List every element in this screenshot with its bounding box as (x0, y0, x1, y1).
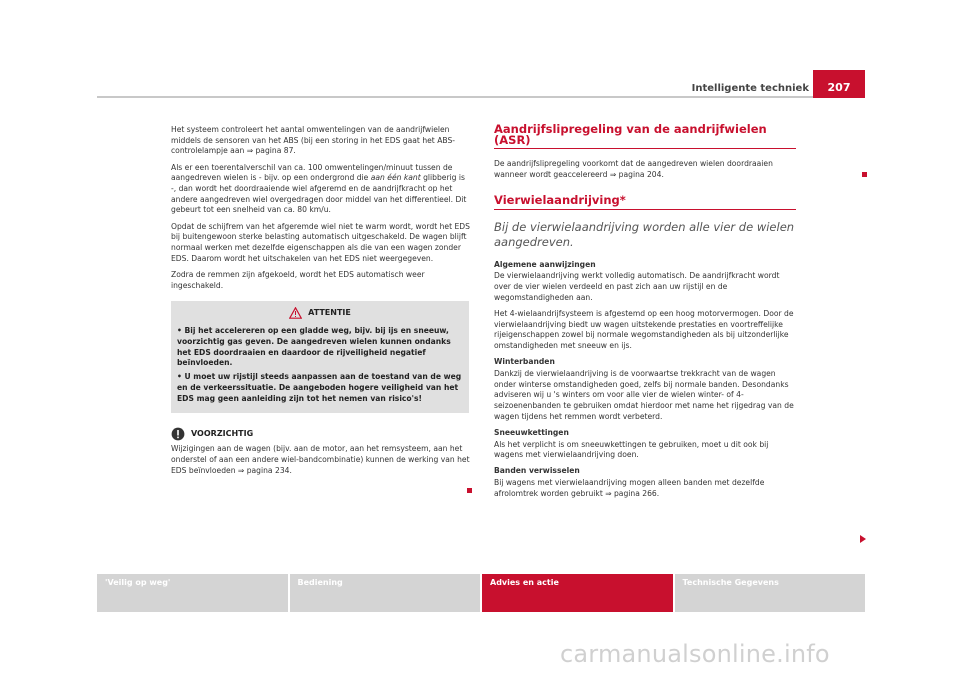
paragraph: Zodra de remmen zijn afgekoeld, wordt het EDS automatisch weer ingeschakeld. (171, 269, 425, 290)
section-title-asr: Aandrijfslipregeling van de aandrijfwielen (ASR) (494, 124, 796, 149)
caution-heading (171, 427, 470, 441)
warning-triangle-icon (289, 307, 302, 319)
paragraph: Opdat de schijfrem van het afgeremde wiel niet te warm wordt, wordt het EDS bij buitengewoon sterke belasting automatisch uitgeschakeld. De wagen blijft normaal werken met dezelfde eigenschappen als die van een wagen zonder EDS. Daarom wordt het uitschakelen van het EDS niet weergegeven. (171, 221, 470, 263)
section-end-marker (862, 172, 867, 177)
warning-item: • Bij het accelereren op een gladde weg, bijv. bij ijs en sneeuw, voorzichtig gas geven. De aangedreven wielen kunnen ondanks het EDS doordraaien en daardoor de rijveiligheid negatief beïnvloeden. (177, 326, 451, 368)
warning-heading (177, 307, 463, 319)
left-column (171, 125, 470, 482)
caution-text: Wijzigingen aan de wagen (bijv. aan de motor, aan het remsysteem, aan het onderstel of aan een andere wiel-bandcombinatie) kunnen de werking van het EDS beïnvloeden ⇒ pagina 234. (171, 444, 470, 475)
tab-technische-gegevens[interactable]: Technische Gegevens (675, 574, 866, 612)
tab-veilig-op-weg[interactable]: 'Veilig op weg' (97, 574, 288, 612)
paragraph: De vierwielaandrijving werkt volledig automatisch. De aandrijfkracht wordt over de vier wielen verdeeld en past zich aan uw rijstijl en de wegomstandigheden aan. (494, 271, 780, 302)
caution-title: VOORZICHTIG (191, 428, 254, 438)
paragraph: De aandrijfslipregeling voorkomt dat de aangedreven wielen doordraaien wanneer wordt geaccelereerd ⇒ pagina 204. (494, 159, 773, 180)
subheading: Winterbanden (494, 357, 555, 367)
page-number: 207 (813, 70, 865, 98)
chapter-title: Intelligente techniek (691, 83, 809, 94)
tab-advies-en-actie[interactable]: Advies en actie (482, 574, 673, 612)
header-rule (97, 96, 865, 98)
footer-nav (97, 574, 865, 612)
paragraph: Bij wagens met vierwielaandrijving mogen alleen banden met dezelfde afrolomtrek worden gebruikt ⇒ pagina 266. (494, 478, 765, 498)
section-lead: Bij de vierwielaandrijving worden alle vier de wielen aangedreven. (494, 219, 795, 249)
section-end-marker (467, 488, 472, 493)
continue-arrow-icon (860, 535, 866, 543)
caution-exclamation-icon (171, 427, 185, 441)
section-title-awd: Vierwielaandrijving* (494, 195, 796, 210)
subheading: Banden verwisselen (494, 466, 580, 476)
paragraph: Als er een toerentalverschil van ca. 100 omwentelingen/minuut tussen de aangedreven wielen is - bijv. op een ondergrond die aan één kant glibberig is -, dan wordt het doordraaiende wiel afgeremd en de aandrijfkracht op het andere aangedreven wiel overgedragen door middel van het differentieel. Dit gebeurt tot een snelheid van ca. 80 km/u. (171, 162, 467, 215)
warning-item: • U moet uw rijstijl steeds aanpassen aan de toestand van de weg en de verkeerssituatie. De aangeboden hogere veiligheid van het EDS mag geen aanleiding zijn tot het nemen van risico's! (177, 372, 462, 403)
watermark: carmanualsonline.info (560, 640, 830, 668)
warning-title: ATTENTIE (308, 307, 351, 317)
page-header (97, 70, 865, 100)
paragraph: Het systeem controleert het aantal omwentelingen van de aandrijfwielen middels de sensoren van het ABS (bij een storing in het EDS gaat het ABS-controlelampje aan ⇒ pagina 87. (171, 125, 456, 156)
right-column (494, 124, 796, 505)
paragraph: Het 4-wielaandrijfsysteem is afgestemd op een hoog motorvermogen. Door de vierwielaandrijving biedt uw wagen uitstekende prestaties en voortreffelijke rijeigenschappen zowel bij normale wegomstandigheden als bij uitzonderlijke omstandigheden met sneeuw en ijs. (494, 308, 794, 350)
warning-box (171, 301, 469, 413)
paragraph: Dankzij de vierwielaandrijving is de voorwaartse trekkracht van de wagen onder winterse omstandigheden goed, zelfs bij normale banden. Desondanks adviseren wij u 's winters om voor alle vier de wielen winter- of 4-seizoenenbanden te gebruiken omdat hierdoor met name het rijgedrag van de wagen tijdens het remmen wordt verbeterd. (494, 368, 794, 421)
tab-bediening[interactable]: Bediening (290, 574, 481, 612)
paragraph: Als het verplicht is om sneeuwkettingen te gebruiken, moet u dit ook bij wagens met vierwielaandrijving doen. (494, 439, 769, 460)
subheading: Algemene aanwijzingen (494, 259, 596, 269)
subheading: Sneeuwkettingen (494, 427, 569, 437)
